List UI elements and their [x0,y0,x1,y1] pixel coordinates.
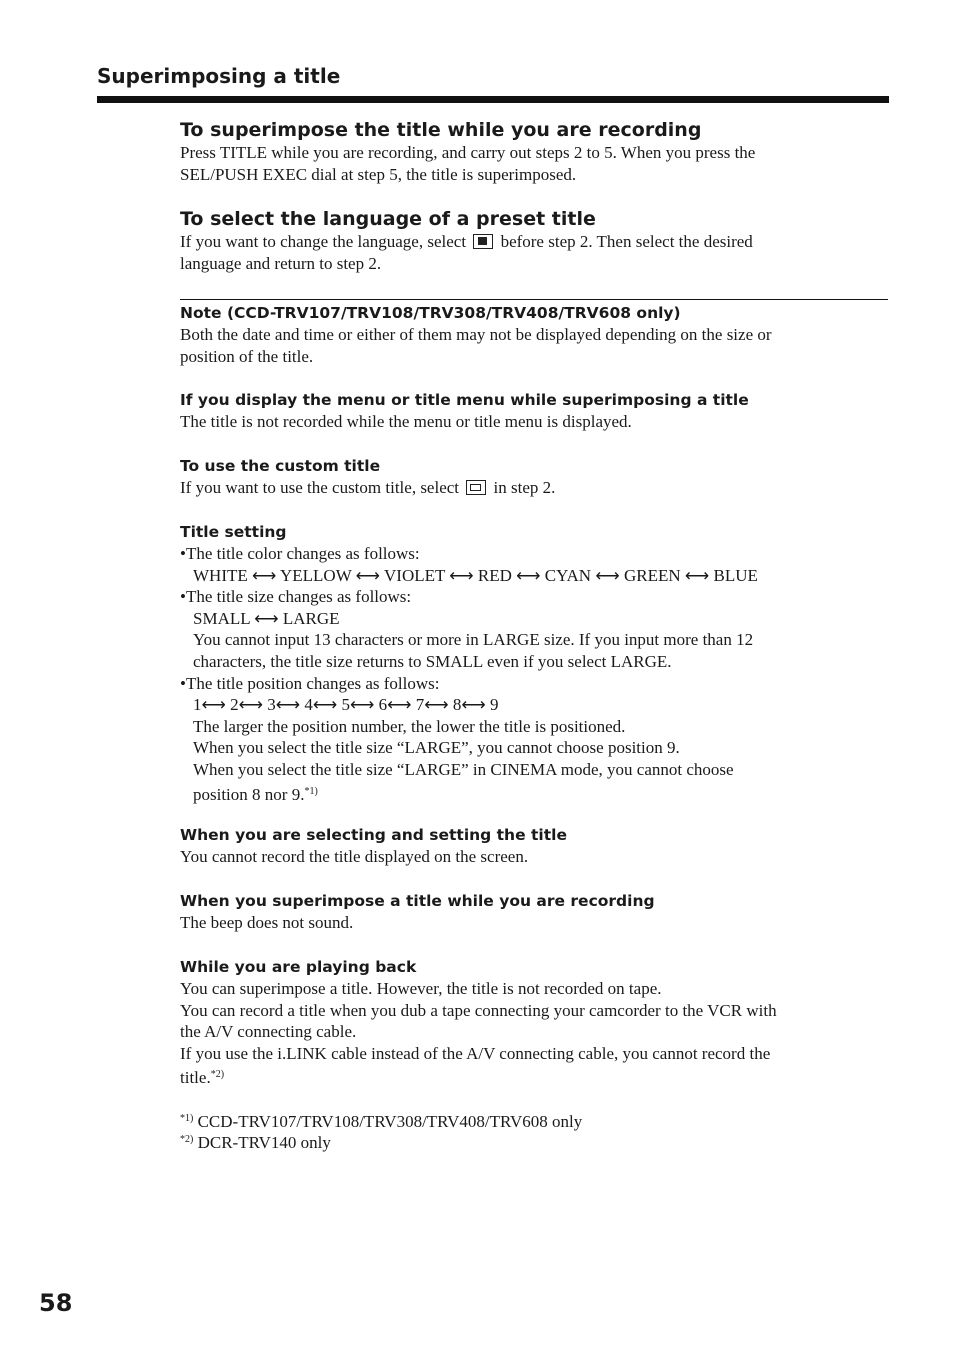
menu-line: The title is not recorded while the menu or title menu is displayed. [180,412,632,431]
color-sequence: WHITE ⟷ YELLOW ⟷ VIOLET ⟷ RED ⟷ CYAN ⟷ GREEN ⟷ BLUE [193,566,758,585]
custom-title-folder-icon [466,480,486,495]
heading-superimpose-recording: To superimpose the title while you are recording [180,119,702,141]
playback-line-5 [180,1064,224,1089]
beep-heading: When you superimpose a title while you are recording [180,892,655,910]
bullet-position: •The title position changes as follows: [180,674,440,693]
size-note-2: characters, the title size returns to SMALL even if you select LARGE. [193,652,672,671]
lang-line-2: language and return to step 2. [180,254,382,273]
playback-heading: While you are playing back [180,958,417,976]
footnote-ref-1: *1) [304,786,318,797]
rec-line-1: Press TITLE while you are recording, and carry out steps 2 to 5. When you press the [180,143,756,162]
beep-line: The beep does not sound. [180,913,354,932]
color-intro: The title color changes as follows: [185,544,420,563]
custom-heading: To use the custom title [180,457,381,475]
footnote-2 [180,1129,331,1154]
pos-note-4 [193,781,318,806]
size-intro: The title size changes as follows: [185,587,412,606]
note-line-1: Both the date and time or either of them may not be displayed depending on the size or [180,325,772,344]
footnote-2-text: DCR-TRV140 only [197,1133,331,1152]
custom-line [180,477,555,499]
page-number: 58 [39,1289,73,1317]
rec-line-2: SEL/PUSH EXEC dial at step 5, the title is superimposed. [180,165,577,184]
page-title: Superimposing a title [97,64,341,88]
pos-note-1: The larger the position number, the lower the title is positioned. [193,717,626,736]
playback-line-3: the A/V connecting cable. [180,1022,357,1041]
setting-heading: Title setting [180,523,287,541]
bullet-size: •The title size changes as follows: [180,587,412,606]
pos-note-2: When you select the title size “LARGE”, you cannot choose position 9. [193,738,680,757]
playback-line-1: You can superimpose a title. However, the title is not recorded on tape. [180,979,662,998]
bullet-color: •The title color changes as follows: [180,544,420,563]
size-sequence: SMALL ⟷ LARGE [193,609,340,628]
pos-note-4-text: position 8 nor 9. [193,785,305,804]
lang-line-1-before: If you want to change the language, select [180,232,467,251]
title-rule [97,96,889,103]
footnote-1-text: CCD-TRV107/TRV108/TRV308/TRV408/TRV608 only [197,1112,583,1131]
position-sequence: 1⟷ 2⟷ 3⟷ 4⟷ 5⟷ 6⟷ 7⟷ 8⟷ 9 [193,695,499,714]
custom-line-before: If you want to use the custom title, select [180,478,460,497]
lang-line-1 [180,231,753,253]
size-note-1: You cannot input 13 characters or more in LARGE size. If you input more than 12 [193,630,754,649]
heading-select-language: To select the language of a preset title [180,208,596,230]
note-line-2: position of the title. [180,347,314,366]
note-heading: Note (CCD-TRV107/TRV108/TRV308/TRV408/TRV608 only) [180,304,681,322]
footnote-2-mark: *2) [180,1134,194,1145]
playback-line-2: You can record a title when you dub a tape connecting your camcorder to the VCR with [180,1001,777,1020]
lang-line-1-after: before step 2. Then select the desired [500,232,753,251]
pos-note-3: When you select the title size “LARGE” in CINEMA mode, you cannot choose [193,760,734,779]
playback-last-text: title. [180,1068,211,1087]
footnote-ref-2: *2) [210,1069,225,1080]
note-divider [180,299,888,300]
menu-heading: If you display the menu or title menu while superimposing a title [180,391,749,409]
selecting-line: You cannot record the title displayed on the screen. [180,847,529,866]
playback-line-4: If you use the i.LINK cable instead of the A/V connecting cable, you cannot record the [180,1044,771,1063]
pos-intro: The title position changes as follows: [185,674,440,693]
footnote-1-mark: *1) [180,1113,194,1124]
selecting-heading: When you are selecting and setting the title [180,826,567,844]
custom-line-after: in step 2. [493,478,556,497]
language-select-icon [473,234,493,249]
